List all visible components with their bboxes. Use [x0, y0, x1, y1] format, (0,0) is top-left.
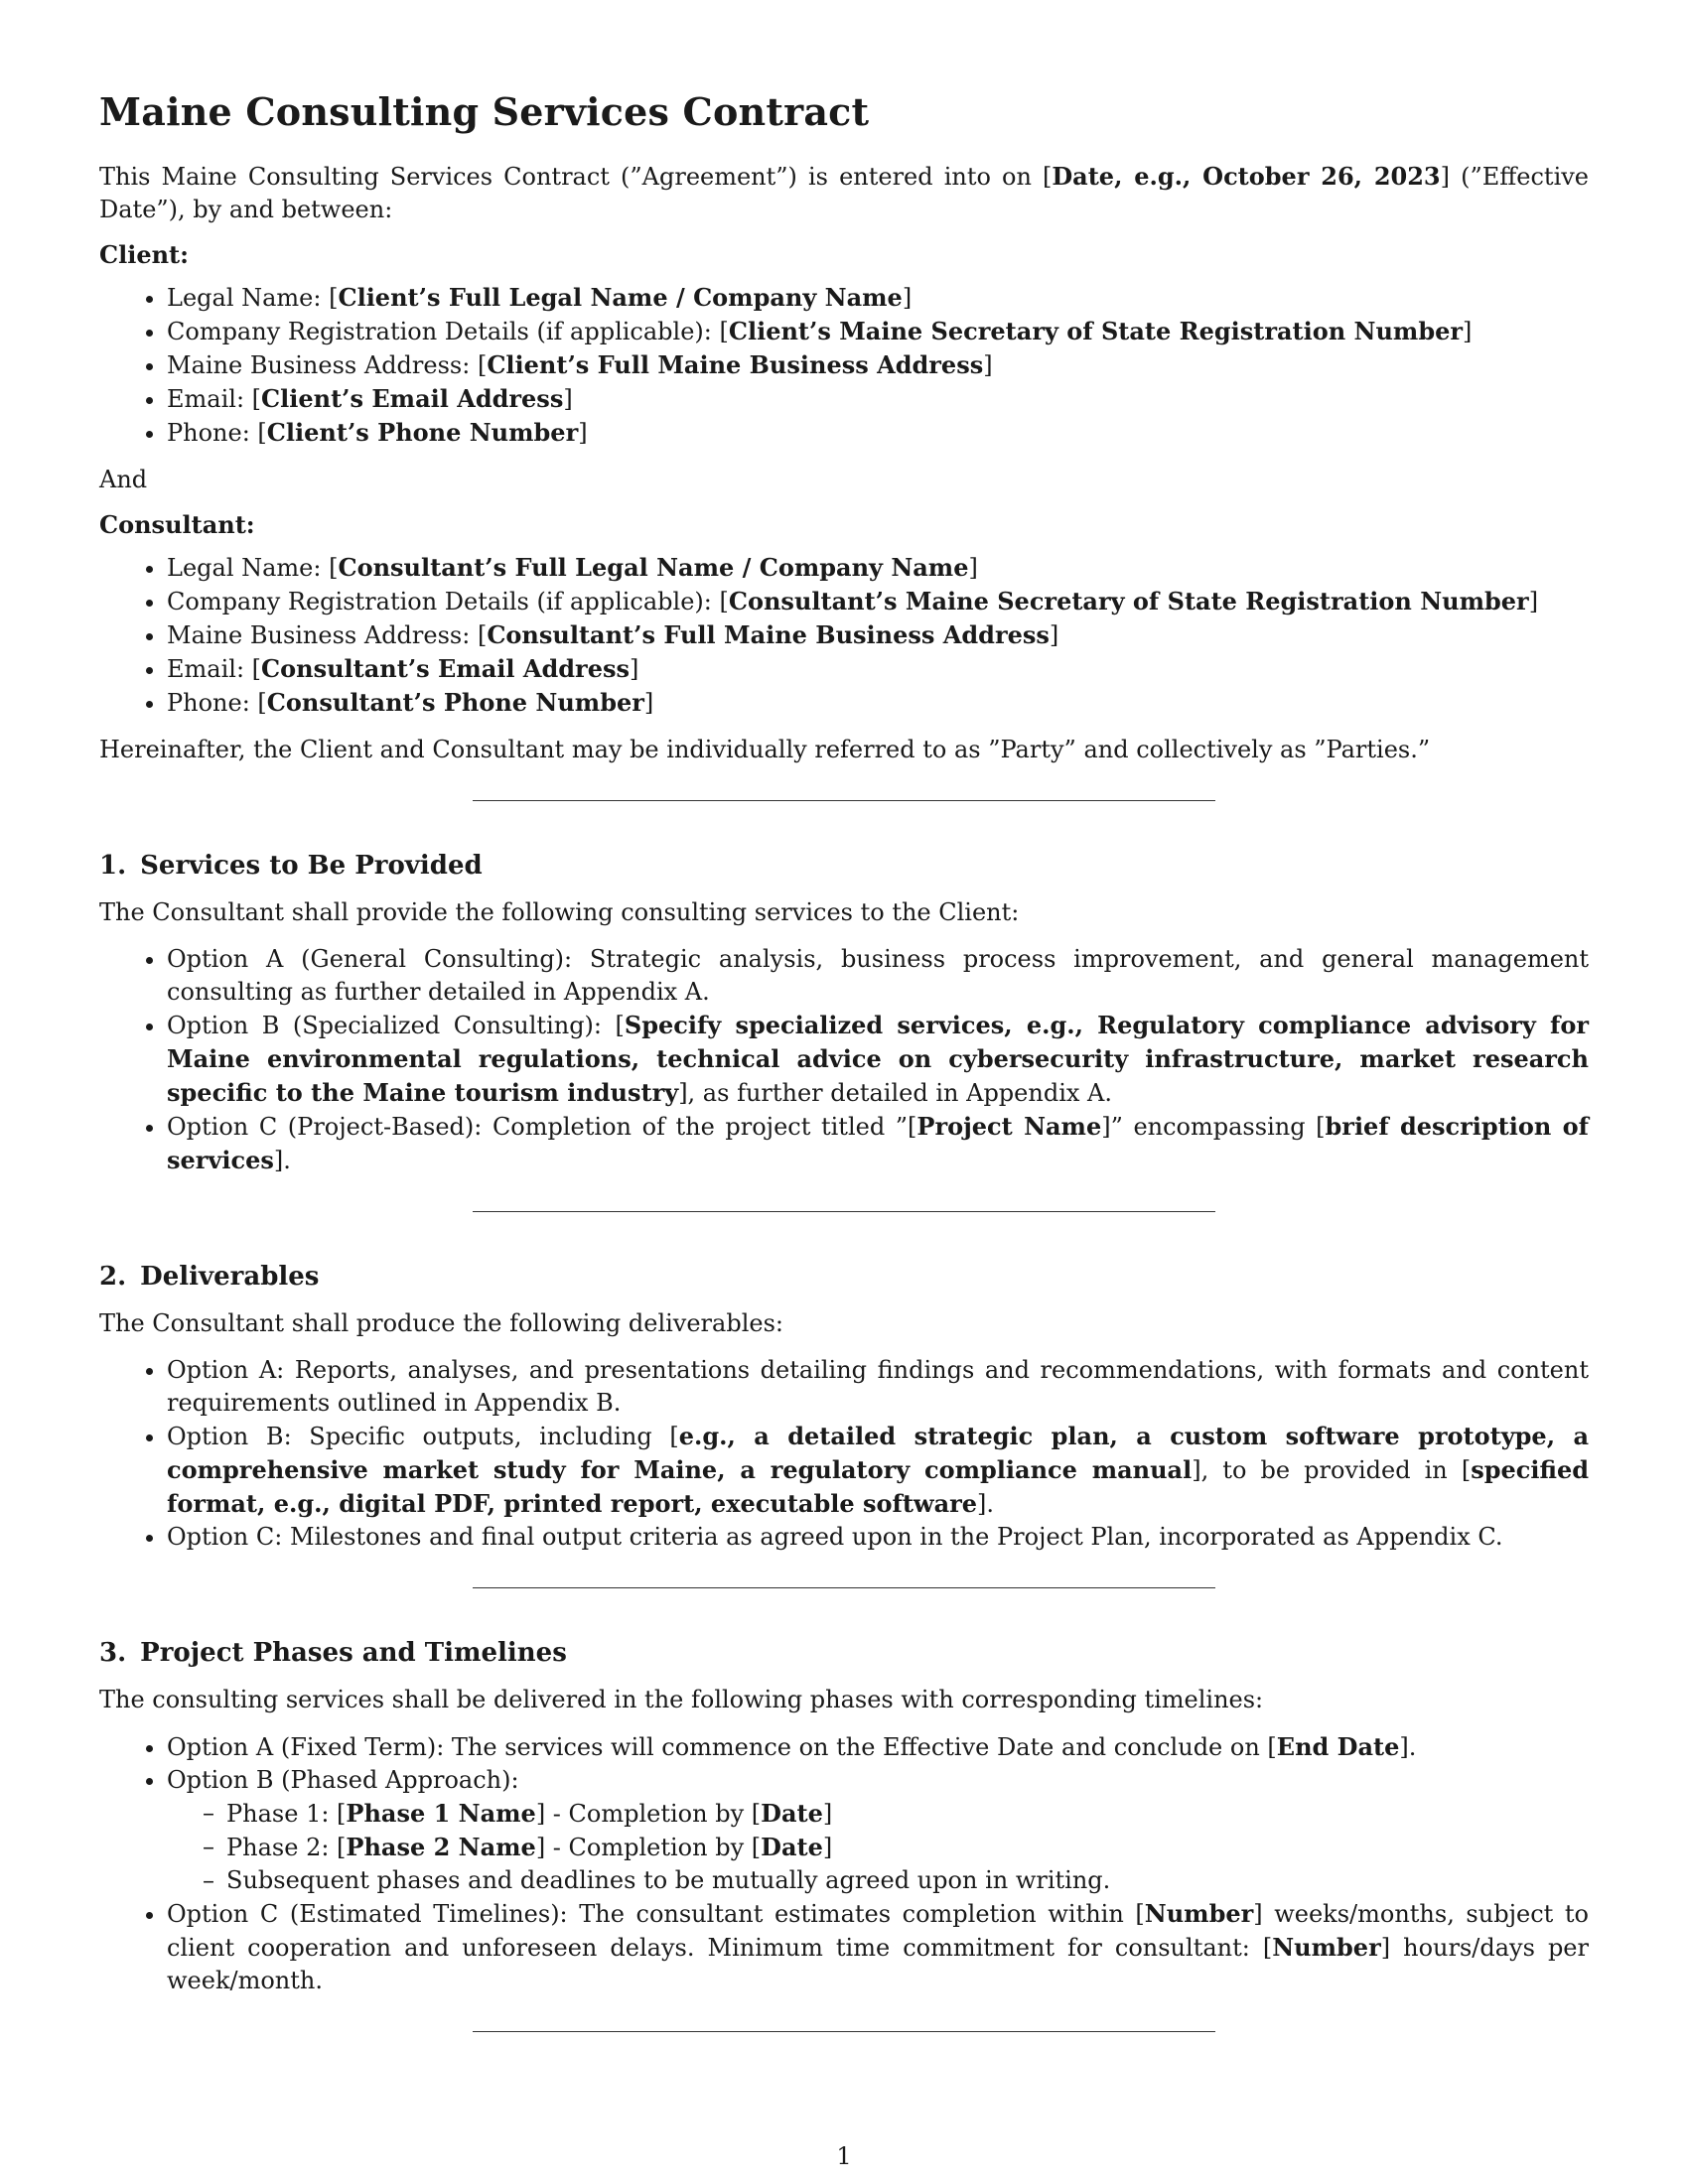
- list-item: • Phone: [Consultant’s Phone Number]: [167, 686, 1589, 720]
- section-heading-timelines: 3. Project Phases and Timelines: [99, 1638, 567, 1668]
- section-intro: The Consultant shall produce the following deliverables:: [99, 1309, 783, 1337]
- list-item: • Option B (Phased Approach): – Phase 1: [Phase 1 Name] - Completion by [Date] – Phase 2: [Phase 2 Name] - Completion by [Date] – Subsequent phases and deadlines to be mutually agreed upon in writing.: [167, 1764, 1589, 1897]
- sublist-item: – Subsequent phases and deadlines to be mutually agreed upon in writing.: [226, 1864, 1589, 1897]
- list-item: • Maine Business Address: [Client’s Full Maine Business Address]: [167, 348, 1589, 382]
- list-item: • Phone: [Client’s Phone Number]: [167, 416, 1589, 450]
- list-item: • Email: [Consultant’s Email Address]: [167, 652, 1589, 686]
- section-divider: [473, 1587, 1215, 1588]
- section-divider: [473, 800, 1215, 801]
- deliverables-options-list: [99, 1354, 1589, 1554]
- sublist-item: – Phase 2: [Phase 2 Name] - Completion by [Date]: [226, 1831, 1589, 1864]
- intro-paragraph: This Maine Consulting Services Contract (”Agreement”) is entered into on [Date, e.g., October 26, 2023] (”Effective Date”), by and between:: [99, 162, 1590, 223]
- phases-sublist: [167, 1797, 1589, 1897]
- client-label: Client:: [99, 240, 189, 269]
- section-intro: The Consultant shall provide the following consulting services to the Client:: [99, 898, 1020, 926]
- section-heading-services: 1. Services to Be Provided: [99, 851, 483, 881]
- section-divider: [473, 2031, 1215, 2032]
- list-item: • Option B (Specialized Consulting): [Specify specialized services, e.g., Regulatory compliance advisory for Maine environmental regulations, technical advice on cybersecurity infrastructure, market research specific to the Maine tourism industry], as further detailed in Appendix A.: [167, 1009, 1589, 1110]
- section-divider: [473, 1211, 1215, 1212]
- page-number: 1: [836, 2142, 852, 2170]
- list-item: • Legal Name: [Client’s Full Legal Name / Company Name]: [167, 281, 1589, 315]
- document-title: Maine Consulting Services Contract: [99, 89, 870, 134]
- list-item: • Option C (Estimated Timelines): The consultant estimates completion within [Number] weeks/months, subject to client cooperation and unforeseen delays. Minimum time commitment for consultant: [Number] hours/days per week/month.: [167, 1897, 1589, 1997]
- list-item: • Option A (Fixed Term): The services will commence on the Effective Date and conclude on [End Date].: [167, 1730, 1589, 1764]
- section-intro: The consulting services shall be delivered in the following phases with corresponding timelines:: [99, 1686, 1264, 1713]
- list-item: • Option A: Reports, analyses, and presentations detailing findings and recommendations, with formats and content requirements outlined in Appendix B.: [167, 1354, 1589, 1420]
- list-item: • Maine Business Address: [Consultant’s Full Maine Business Address]: [167, 618, 1589, 652]
- list-item: • Option B: Specific outputs, including [e.g., a detailed strategic plan, a custom software prototype, a comprehensive market study for Maine, a regulatory compliance manual], to be provided in [specified format, e.g., digital PDF, printed report, executable software].: [167, 1420, 1589, 1521]
- section-heading-deliverables: 2. Deliverables: [99, 1262, 320, 1292]
- list-item: • Email: [Client’s Email Address]: [167, 382, 1589, 416]
- list-item: • Option A (General Consulting): Strategic analysis, business process improvement, and general management consulting as further detailed in Appendix A.: [167, 943, 1589, 1009]
- list-item: • Legal Name: [Consultant’s Full Legal Name / Company Name]: [167, 551, 1589, 585]
- sublist-item: – Phase 1: [Phase 1 Name] - Completion by [Date]: [226, 1797, 1589, 1831]
- consultant-label: Consultant:: [99, 510, 255, 539]
- client-details-list: [99, 281, 1589, 450]
- hereinafter-paragraph: Hereinafter, the Client and Consultant may be individually referred to as ”Party” and collectively as ”Parties.”: [99, 736, 1431, 763]
- list-item: • Company Registration Details (if applicable): [Consultant’s Maine Secretary of State Registration Number]: [167, 585, 1589, 618]
- list-item: • Company Registration Details (if applicable): [Client’s Maine Secretary of State Registration Number]: [167, 315, 1589, 348]
- and-text: And: [99, 466, 148, 493]
- services-options-list: [99, 943, 1589, 1177]
- timelines-options-list: [99, 1730, 1589, 1997]
- list-item: • Option C (Project-Based): Completion of the project titled ”[Project Name]” encompassing [brief description of services].: [167, 1110, 1589, 1177]
- document-page: [99, 79, 1589, 2082]
- list-item: • Option C: Milestones and final output criteria as agreed upon in the Project Plan, incorporated as Appendix C.: [167, 1521, 1589, 1554]
- consultant-details-list: [99, 551, 1589, 720]
